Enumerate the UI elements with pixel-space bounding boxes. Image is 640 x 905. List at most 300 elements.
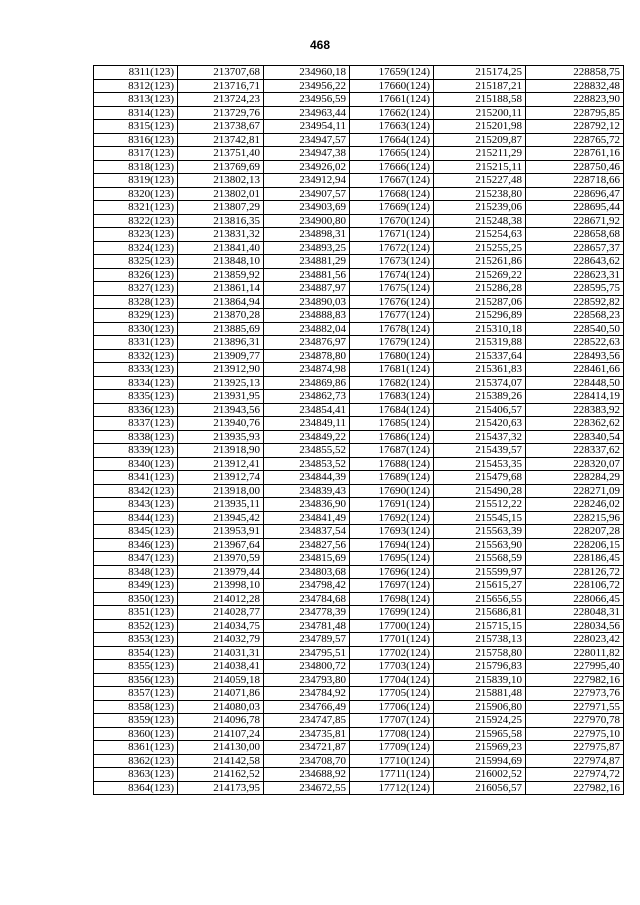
y-coord-b-cell: 228540,50	[526, 322, 624, 336]
point-id-a-cell: 8344(123)	[94, 511, 178, 525]
point-id-a-cell: 8349(123)	[94, 579, 178, 593]
table-row	[94, 754, 624, 768]
table-row	[94, 579, 624, 593]
x-coord-b-cell: 215227,48	[434, 174, 526, 188]
x-coord-a-cell: 214071,86	[178, 687, 264, 701]
point-id-a-cell: 8341(123)	[94, 471, 178, 485]
y-coord-a-cell: 234849,11	[264, 417, 350, 431]
table-row	[94, 727, 624, 741]
point-id-b-cell: 17662(124)	[350, 106, 434, 120]
point-id-a-cell: 8333(123)	[94, 363, 178, 377]
x-coord-b-cell: 215906,80	[434, 700, 526, 714]
x-coord-b-cell: 215490,28	[434, 484, 526, 498]
table-row	[94, 538, 624, 552]
y-coord-b-cell: 228671,92	[526, 214, 624, 228]
point-id-a-cell: 8361(123)	[94, 741, 178, 755]
x-coord-a-cell: 214130,00	[178, 741, 264, 755]
y-coord-b-cell: 228034,56	[526, 619, 624, 633]
y-coord-b-cell: 228658,68	[526, 228, 624, 242]
x-coord-a-cell: 213885,69	[178, 322, 264, 336]
table-row	[94, 417, 624, 431]
x-coord-b-cell: 215239,06	[434, 201, 526, 215]
point-id-b-cell: 17694(124)	[350, 538, 434, 552]
y-coord-b-cell: 228493,56	[526, 349, 624, 363]
x-coord-a-cell: 213716,71	[178, 79, 264, 93]
y-coord-b-cell: 227973,76	[526, 687, 624, 701]
point-id-b-cell: 17678(124)	[350, 322, 434, 336]
point-id-b-cell: 17672(124)	[350, 241, 434, 255]
x-coord-a-cell: 213738,67	[178, 120, 264, 134]
point-id-b-cell: 17679(124)	[350, 336, 434, 350]
point-id-a-cell: 8324(123)	[94, 241, 178, 255]
x-coord-b-cell: 215215,11	[434, 160, 526, 174]
x-coord-b-cell: 215439,57	[434, 444, 526, 458]
x-coord-a-cell: 213831,32	[178, 228, 264, 242]
y-coord-a-cell: 234708,70	[264, 754, 350, 768]
point-id-a-cell: 8362(123)	[94, 754, 178, 768]
x-coord-a-cell: 213861,14	[178, 282, 264, 296]
x-coord-b-cell: 215715,15	[434, 619, 526, 633]
x-coord-a-cell: 213935,11	[178, 498, 264, 512]
point-id-b-cell: 17707(124)	[350, 714, 434, 728]
y-coord-b-cell: 228106,72	[526, 579, 624, 593]
y-coord-a-cell: 234815,69	[264, 552, 350, 566]
x-coord-b-cell: 215656,55	[434, 592, 526, 606]
x-coord-a-cell: 213918,00	[178, 484, 264, 498]
point-id-a-cell: 8363(123)	[94, 768, 178, 782]
y-coord-a-cell: 234862,73	[264, 390, 350, 404]
point-id-b-cell: 17698(124)	[350, 592, 434, 606]
point-id-b-cell: 17705(124)	[350, 687, 434, 701]
y-coord-b-cell: 228126,72	[526, 565, 624, 579]
y-coord-b-cell: 228696,47	[526, 187, 624, 201]
point-id-b-cell: 17685(124)	[350, 417, 434, 431]
x-coord-a-cell: 214096,78	[178, 714, 264, 728]
table-row	[94, 687, 624, 701]
point-id-a-cell: 8353(123)	[94, 633, 178, 647]
point-id-b-cell: 17676(124)	[350, 295, 434, 309]
y-coord-b-cell: 227974,72	[526, 768, 624, 782]
x-coord-a-cell: 214012,28	[178, 592, 264, 606]
point-id-a-cell: 8350(123)	[94, 592, 178, 606]
y-coord-a-cell: 234947,38	[264, 147, 350, 161]
y-coord-a-cell: 234844,39	[264, 471, 350, 485]
table-row	[94, 147, 624, 161]
y-coord-b-cell: 228383,92	[526, 403, 624, 417]
x-coord-a-cell: 213896,31	[178, 336, 264, 350]
point-id-a-cell: 8311(123)	[94, 66, 178, 80]
y-coord-a-cell: 234874,98	[264, 363, 350, 377]
y-coord-b-cell: 228206,15	[526, 538, 624, 552]
point-id-b-cell: 17711(124)	[350, 768, 434, 782]
point-id-a-cell: 8328(123)	[94, 295, 178, 309]
point-id-b-cell: 17664(124)	[350, 133, 434, 147]
point-id-b-cell: 17712(124)	[350, 781, 434, 795]
y-coord-b-cell: 228066,45	[526, 592, 624, 606]
x-coord-a-cell: 213912,74	[178, 471, 264, 485]
x-coord-b-cell: 215188,58	[434, 93, 526, 107]
y-coord-a-cell: 234803,68	[264, 565, 350, 579]
table-row	[94, 714, 624, 728]
y-coord-b-cell: 227975,10	[526, 727, 624, 741]
x-coord-b-cell: 215296,89	[434, 309, 526, 323]
x-coord-b-cell: 215479,68	[434, 471, 526, 485]
point-id-b-cell: 17689(124)	[350, 471, 434, 485]
point-id-b-cell: 17669(124)	[350, 201, 434, 215]
y-coord-b-cell: 228011,82	[526, 646, 624, 660]
point-id-b-cell: 17660(124)	[350, 79, 434, 93]
point-id-a-cell: 8331(123)	[94, 336, 178, 350]
point-id-b-cell: 17696(124)	[350, 565, 434, 579]
x-coord-a-cell: 213935,93	[178, 430, 264, 444]
y-coord-a-cell: 234784,68	[264, 592, 350, 606]
point-id-a-cell: 8339(123)	[94, 444, 178, 458]
y-coord-a-cell: 234837,54	[264, 525, 350, 539]
point-id-b-cell: 17677(124)	[350, 309, 434, 323]
x-coord-b-cell: 215796,83	[434, 660, 526, 674]
point-id-b-cell: 17665(124)	[350, 147, 434, 161]
point-id-a-cell: 8319(123)	[94, 174, 178, 188]
point-id-a-cell: 8314(123)	[94, 106, 178, 120]
x-coord-a-cell: 213912,41	[178, 457, 264, 471]
x-coord-a-cell: 213967,64	[178, 538, 264, 552]
y-coord-a-cell: 234841,49	[264, 511, 350, 525]
point-id-a-cell: 8322(123)	[94, 214, 178, 228]
y-coord-a-cell: 234954,11	[264, 120, 350, 134]
point-id-b-cell: 17702(124)	[350, 646, 434, 660]
coordinates-table	[93, 65, 624, 795]
x-coord-a-cell: 213769,69	[178, 160, 264, 174]
point-id-a-cell: 8357(123)	[94, 687, 178, 701]
y-coord-a-cell: 234881,56	[264, 268, 350, 282]
point-id-b-cell: 17692(124)	[350, 511, 434, 525]
y-coord-a-cell: 234947,57	[264, 133, 350, 147]
point-id-b-cell: 17670(124)	[350, 214, 434, 228]
table-row	[94, 201, 624, 215]
y-coord-a-cell: 234827,56	[264, 538, 350, 552]
point-id-a-cell: 8358(123)	[94, 700, 178, 714]
x-coord-b-cell: 215310,18	[434, 322, 526, 336]
point-id-a-cell: 8313(123)	[94, 93, 178, 107]
x-coord-a-cell: 213979,44	[178, 565, 264, 579]
y-coord-b-cell: 228858,75	[526, 66, 624, 80]
y-coord-b-cell: 227995,40	[526, 660, 624, 674]
point-id-a-cell: 8317(123)	[94, 147, 178, 161]
table-row	[94, 430, 624, 444]
table-row	[94, 646, 624, 660]
y-coord-a-cell: 234747,85	[264, 714, 350, 728]
y-coord-a-cell: 234881,29	[264, 255, 350, 269]
x-coord-b-cell: 215261,86	[434, 255, 526, 269]
x-coord-b-cell: 215406,57	[434, 403, 526, 417]
table-row	[94, 444, 624, 458]
x-coord-a-cell: 214032,79	[178, 633, 264, 647]
table-row	[94, 552, 624, 566]
x-coord-a-cell: 213859,92	[178, 268, 264, 282]
x-coord-a-cell: 214173,95	[178, 781, 264, 795]
x-coord-a-cell: 213802,01	[178, 187, 264, 201]
table-row	[94, 309, 624, 323]
y-coord-b-cell: 228795,85	[526, 106, 624, 120]
point-id-a-cell: 8316(123)	[94, 133, 178, 147]
x-coord-b-cell: 215209,87	[434, 133, 526, 147]
point-id-b-cell: 17680(124)	[350, 349, 434, 363]
point-id-b-cell: 17673(124)	[350, 255, 434, 269]
table-row	[94, 295, 624, 309]
y-coord-b-cell: 228340,54	[526, 430, 624, 444]
x-coord-b-cell: 216056,57	[434, 781, 526, 795]
point-id-a-cell: 8347(123)	[94, 552, 178, 566]
point-id-b-cell: 17671(124)	[350, 228, 434, 242]
y-coord-b-cell: 228595,75	[526, 282, 624, 296]
x-coord-b-cell: 215758,80	[434, 646, 526, 660]
x-coord-b-cell: 215965,58	[434, 727, 526, 741]
table-row	[94, 525, 624, 539]
point-id-a-cell: 8312(123)	[94, 79, 178, 93]
x-coord-b-cell: 215563,90	[434, 538, 526, 552]
y-coord-b-cell: 227974,87	[526, 754, 624, 768]
point-id-b-cell: 17684(124)	[350, 403, 434, 417]
point-id-a-cell: 8323(123)	[94, 228, 178, 242]
y-coord-a-cell: 234836,90	[264, 498, 350, 512]
table-row	[94, 120, 624, 134]
table-row	[94, 376, 624, 390]
y-coord-a-cell: 234900,80	[264, 214, 350, 228]
x-coord-b-cell: 215615,27	[434, 579, 526, 593]
y-coord-b-cell: 228657,37	[526, 241, 624, 255]
point-id-b-cell: 17706(124)	[350, 700, 434, 714]
x-coord-b-cell: 215361,83	[434, 363, 526, 377]
point-id-b-cell: 17703(124)	[350, 660, 434, 674]
x-coord-b-cell: 215839,10	[434, 673, 526, 687]
x-coord-b-cell: 215881,48	[434, 687, 526, 701]
table-row	[94, 606, 624, 620]
y-coord-a-cell: 234784,92	[264, 687, 350, 701]
point-id-a-cell: 8342(123)	[94, 484, 178, 498]
x-coord-b-cell: 215389,26	[434, 390, 526, 404]
y-coord-b-cell: 228623,31	[526, 268, 624, 282]
y-coord-a-cell: 234893,25	[264, 241, 350, 255]
point-id-a-cell: 8352(123)	[94, 619, 178, 633]
table-row	[94, 66, 624, 80]
point-id-a-cell: 8336(123)	[94, 403, 178, 417]
x-coord-a-cell: 214031,31	[178, 646, 264, 660]
x-coord-a-cell: 214034,75	[178, 619, 264, 633]
x-coord-b-cell: 215686,81	[434, 606, 526, 620]
point-id-b-cell: 17704(124)	[350, 673, 434, 687]
x-coord-a-cell: 214028,77	[178, 606, 264, 620]
y-coord-b-cell: 228246,02	[526, 498, 624, 512]
point-id-a-cell: 8315(123)	[94, 120, 178, 134]
y-coord-b-cell: 228284,29	[526, 471, 624, 485]
x-coord-a-cell: 213943,56	[178, 403, 264, 417]
table-row	[94, 349, 624, 363]
table-row	[94, 592, 624, 606]
table-row	[94, 228, 624, 242]
x-coord-a-cell: 214059,18	[178, 673, 264, 687]
point-id-a-cell: 8345(123)	[94, 525, 178, 539]
y-coord-a-cell: 234849,22	[264, 430, 350, 444]
point-id-a-cell: 8329(123)	[94, 309, 178, 323]
y-coord-b-cell: 227982,16	[526, 673, 624, 687]
point-id-b-cell: 17682(124)	[350, 376, 434, 390]
y-coord-b-cell: 227971,55	[526, 700, 624, 714]
point-id-a-cell: 8359(123)	[94, 714, 178, 728]
point-id-a-cell: 8343(123)	[94, 498, 178, 512]
x-coord-a-cell: 214142,58	[178, 754, 264, 768]
x-coord-b-cell: 215238,80	[434, 187, 526, 201]
y-coord-b-cell: 228568,23	[526, 309, 624, 323]
point-id-b-cell: 17681(124)	[350, 363, 434, 377]
x-coord-a-cell: 213918,90	[178, 444, 264, 458]
y-coord-a-cell: 234956,22	[264, 79, 350, 93]
x-coord-b-cell: 215453,35	[434, 457, 526, 471]
table-row	[94, 322, 624, 336]
point-id-b-cell: 17683(124)	[350, 390, 434, 404]
y-coord-b-cell: 228643,62	[526, 255, 624, 269]
y-coord-b-cell: 227975,87	[526, 741, 624, 755]
table-row	[94, 484, 624, 498]
y-coord-a-cell: 234878,80	[264, 349, 350, 363]
x-coord-b-cell: 215319,88	[434, 336, 526, 350]
y-coord-a-cell: 234903,69	[264, 201, 350, 215]
x-coord-a-cell: 213807,29	[178, 201, 264, 215]
point-id-b-cell: 17693(124)	[350, 525, 434, 539]
point-id-b-cell: 17663(124)	[350, 120, 434, 134]
x-coord-a-cell: 213870,28	[178, 309, 264, 323]
y-coord-a-cell: 234898,31	[264, 228, 350, 242]
x-coord-b-cell: 215512,22	[434, 498, 526, 512]
point-id-a-cell: 8340(123)	[94, 457, 178, 471]
point-id-b-cell: 17709(124)	[350, 741, 434, 755]
x-coord-a-cell: 213864,94	[178, 295, 264, 309]
x-coord-a-cell: 213912,90	[178, 363, 264, 377]
point-id-b-cell: 17666(124)	[350, 160, 434, 174]
page-number: 468	[309, 38, 331, 52]
point-id-a-cell: 8348(123)	[94, 565, 178, 579]
y-coord-a-cell: 234778,39	[264, 606, 350, 620]
point-id-a-cell: 8321(123)	[94, 201, 178, 215]
x-coord-b-cell: 215286,28	[434, 282, 526, 296]
y-coord-a-cell: 234789,57	[264, 633, 350, 647]
x-coord-a-cell: 214080,03	[178, 700, 264, 714]
y-coord-a-cell: 234876,97	[264, 336, 350, 350]
table-row	[94, 700, 624, 714]
x-coord-a-cell: 213742,81	[178, 133, 264, 147]
point-id-a-cell: 8325(123)	[94, 255, 178, 269]
x-coord-b-cell: 215187,21	[434, 79, 526, 93]
table-row	[94, 214, 624, 228]
x-coord-b-cell: 215599,97	[434, 565, 526, 579]
y-coord-a-cell: 234854,41	[264, 403, 350, 417]
y-coord-a-cell: 234890,03	[264, 295, 350, 309]
x-coord-b-cell: 215254,63	[434, 228, 526, 242]
x-coord-a-cell: 214162,52	[178, 768, 264, 782]
table-row	[94, 498, 624, 512]
point-id-b-cell: 17699(124)	[350, 606, 434, 620]
y-coord-a-cell: 234963,44	[264, 106, 350, 120]
y-coord-b-cell: 228792,12	[526, 120, 624, 134]
table-row	[94, 660, 624, 674]
y-coord-a-cell: 234882,04	[264, 322, 350, 336]
x-coord-a-cell: 213909,77	[178, 349, 264, 363]
y-coord-b-cell: 228461,66	[526, 363, 624, 377]
x-coord-b-cell: 215420,63	[434, 417, 526, 431]
y-coord-a-cell: 234888,83	[264, 309, 350, 323]
table-row	[94, 390, 624, 404]
table-row	[94, 133, 624, 147]
x-coord-a-cell: 213925,13	[178, 376, 264, 390]
y-coord-b-cell: 228337,62	[526, 444, 624, 458]
point-id-b-cell: 17701(124)	[350, 633, 434, 647]
table-row	[94, 633, 624, 647]
table-row	[94, 565, 624, 579]
coordinates-table-body	[94, 66, 624, 795]
y-coord-a-cell: 234795,51	[264, 646, 350, 660]
x-coord-a-cell: 213848,10	[178, 255, 264, 269]
point-id-b-cell: 17688(124)	[350, 457, 434, 471]
table-row	[94, 160, 624, 174]
point-id-a-cell: 8326(123)	[94, 268, 178, 282]
y-coord-a-cell: 234800,72	[264, 660, 350, 674]
point-id-b-cell: 17700(124)	[350, 619, 434, 633]
x-coord-b-cell: 216002,52	[434, 768, 526, 782]
point-id-a-cell: 8318(123)	[94, 160, 178, 174]
point-id-b-cell: 17691(124)	[350, 498, 434, 512]
y-coord-a-cell: 234793,80	[264, 673, 350, 687]
table-row	[94, 781, 624, 795]
x-coord-a-cell: 213707,68	[178, 66, 264, 80]
point-id-a-cell: 8356(123)	[94, 673, 178, 687]
y-coord-a-cell: 234672,55	[264, 781, 350, 795]
x-coord-b-cell: 215924,25	[434, 714, 526, 728]
point-id-a-cell: 8355(123)	[94, 660, 178, 674]
x-coord-b-cell: 215201,98	[434, 120, 526, 134]
y-coord-a-cell: 234766,49	[264, 700, 350, 714]
y-coord-a-cell: 234855,52	[264, 444, 350, 458]
y-coord-a-cell: 234735,81	[264, 727, 350, 741]
x-coord-b-cell: 215969,23	[434, 741, 526, 755]
y-coord-a-cell: 234869,86	[264, 376, 350, 390]
x-coord-a-cell: 213970,59	[178, 552, 264, 566]
point-id-a-cell: 8338(123)	[94, 430, 178, 444]
y-coord-b-cell: 228695,44	[526, 201, 624, 215]
x-coord-a-cell: 213751,40	[178, 147, 264, 161]
y-coord-b-cell: 228765,72	[526, 133, 624, 147]
y-coord-a-cell: 234912,94	[264, 174, 350, 188]
table-row	[94, 93, 624, 107]
x-coord-b-cell: 215287,06	[434, 295, 526, 309]
point-id-b-cell: 17675(124)	[350, 282, 434, 296]
point-id-b-cell: 17661(124)	[350, 93, 434, 107]
y-coord-b-cell: 228048,31	[526, 606, 624, 620]
x-coord-a-cell: 213841,40	[178, 241, 264, 255]
point-id-b-cell: 17659(124)	[350, 66, 434, 80]
point-id-a-cell: 8320(123)	[94, 187, 178, 201]
point-id-a-cell: 8360(123)	[94, 727, 178, 741]
table-row	[94, 255, 624, 269]
y-coord-a-cell: 234839,43	[264, 484, 350, 498]
x-coord-b-cell: 215374,07	[434, 376, 526, 390]
point-id-b-cell: 17710(124)	[350, 754, 434, 768]
point-id-a-cell: 8351(123)	[94, 606, 178, 620]
x-coord-b-cell: 215248,38	[434, 214, 526, 228]
point-id-b-cell: 17668(124)	[350, 187, 434, 201]
y-coord-b-cell: 228761,16	[526, 147, 624, 161]
point-id-a-cell: 8364(123)	[94, 781, 178, 795]
point-id-a-cell: 8330(123)	[94, 322, 178, 336]
table-row	[94, 174, 624, 188]
